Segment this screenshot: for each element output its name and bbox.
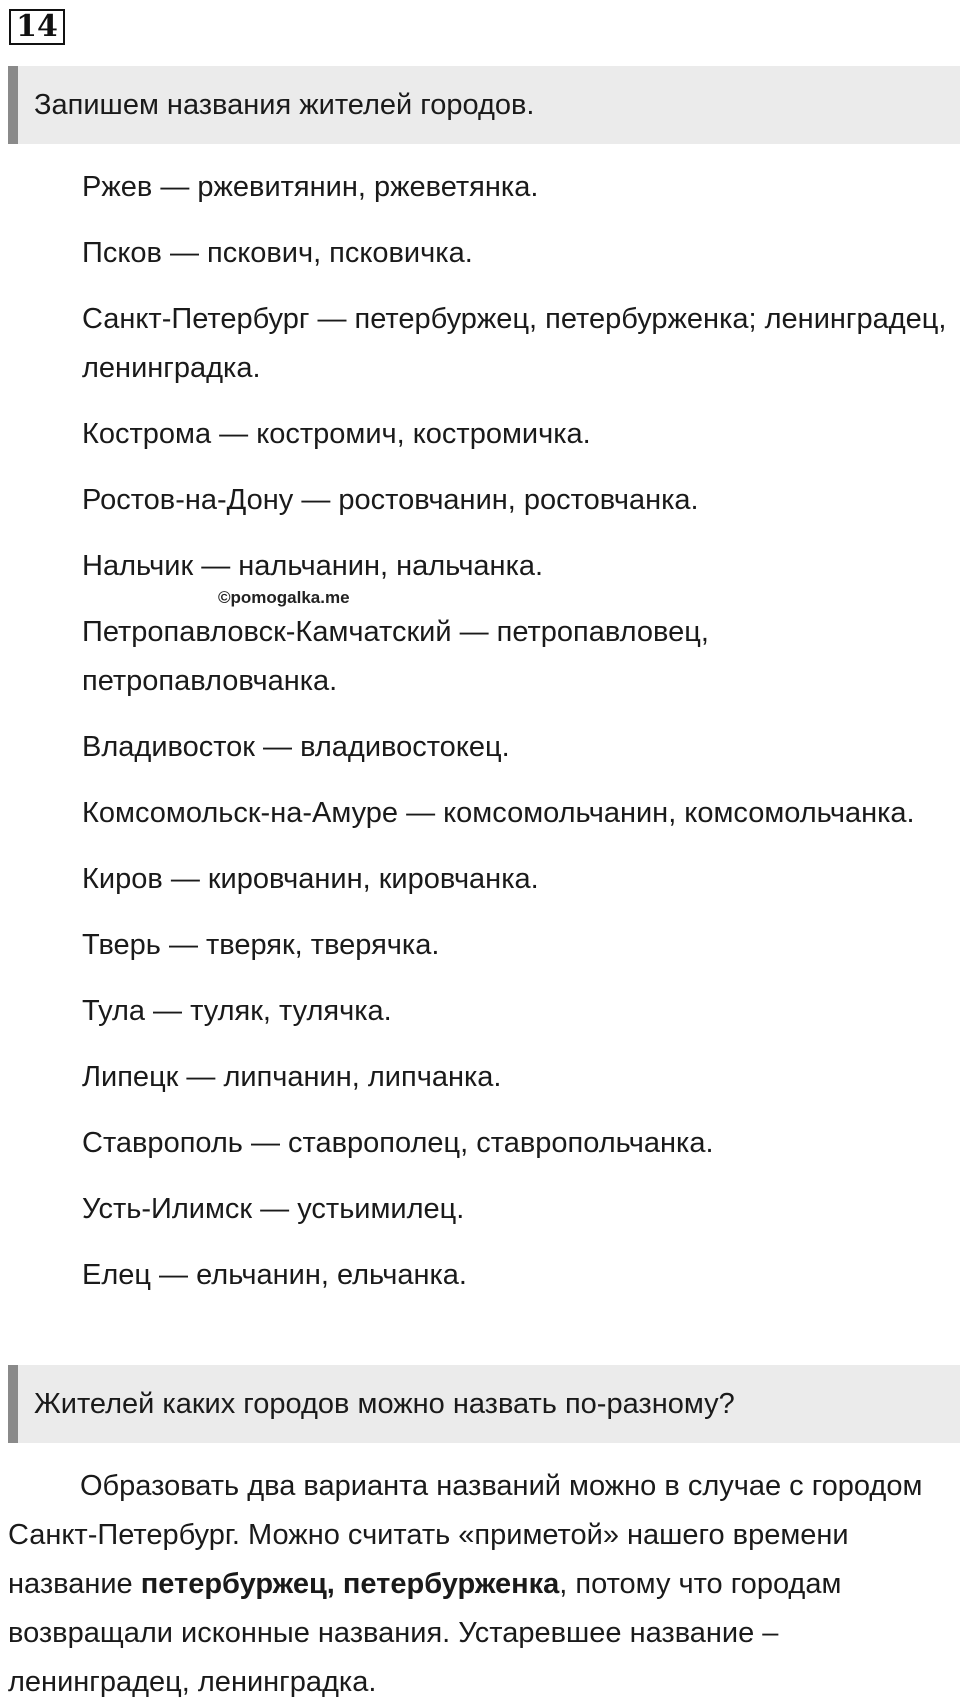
list-item: Елец — ельчанин, ельчанка.: [82, 1259, 467, 1291]
conclusion-text-1: Образовать два варианта названий можно в случае с городом Санкт-Петербург. Можно считать «приметой» нашего времени название: [8, 1470, 923, 1600]
list-item: Кострома — костромич, костромичка.: [82, 418, 591, 450]
section-header-2: Жителей каких городов можно назвать по-разному?: [8, 1365, 960, 1443]
conclusion-text-2: , потому что городам возвращали исконные названия. Устаревшее название – ленинградец, ленинградка.: [8, 1568, 842, 1698]
watermark: ©pomogalka.me: [218, 588, 350, 607]
list-item: Ставрополь — ставрополец, ставропольчанка.: [82, 1127, 714, 1159]
list-item: Нальчик — нальчанин, нальчанка.: [82, 550, 544, 582]
list-item: Комсомольск-на-Амуре — комсомольчанин, комсомольчанка.: [82, 797, 915, 829]
list-item: Ростов-на-Дону — ростовчанин, ростовчанка.: [82, 484, 699, 516]
list-item: Киров — кировчанин, кировчанка.: [82, 863, 539, 895]
list-item: Тула — туляк, тулячка.: [82, 995, 392, 1027]
list-item: Ржев — ржевитянин, ржеветянка.: [82, 171, 539, 203]
list-item: Санкт-Петербург — петербуржец, петербурженка; ленинградец, ленинградка.: [82, 303, 947, 384]
list-item: Тверь — тверяк, тверячка.: [82, 929, 440, 961]
conclusion-paragraph: [8, 1462, 958, 1707]
list-item: Петропавловск-Камчатский — петропавловец, петропавловчанка.: [82, 616, 709, 697]
answers-list: [82, 163, 952, 1317]
conclusion-bold-text: петербуржец, петербурженка: [140, 1568, 560, 1600]
list-item: Владивосток — владивостокец.: [82, 731, 510, 763]
list-item: Псков — пскович, псковичка.: [82, 237, 473, 269]
list-item: Липецк — липчанин, липчанка.: [82, 1061, 502, 1093]
section-header-1: Запишем названия жителей городов.: [8, 66, 960, 144]
task-number: 14: [9, 9, 65, 45]
list-item: Усть-Илимск — устьимилец.: [82, 1193, 465, 1225]
